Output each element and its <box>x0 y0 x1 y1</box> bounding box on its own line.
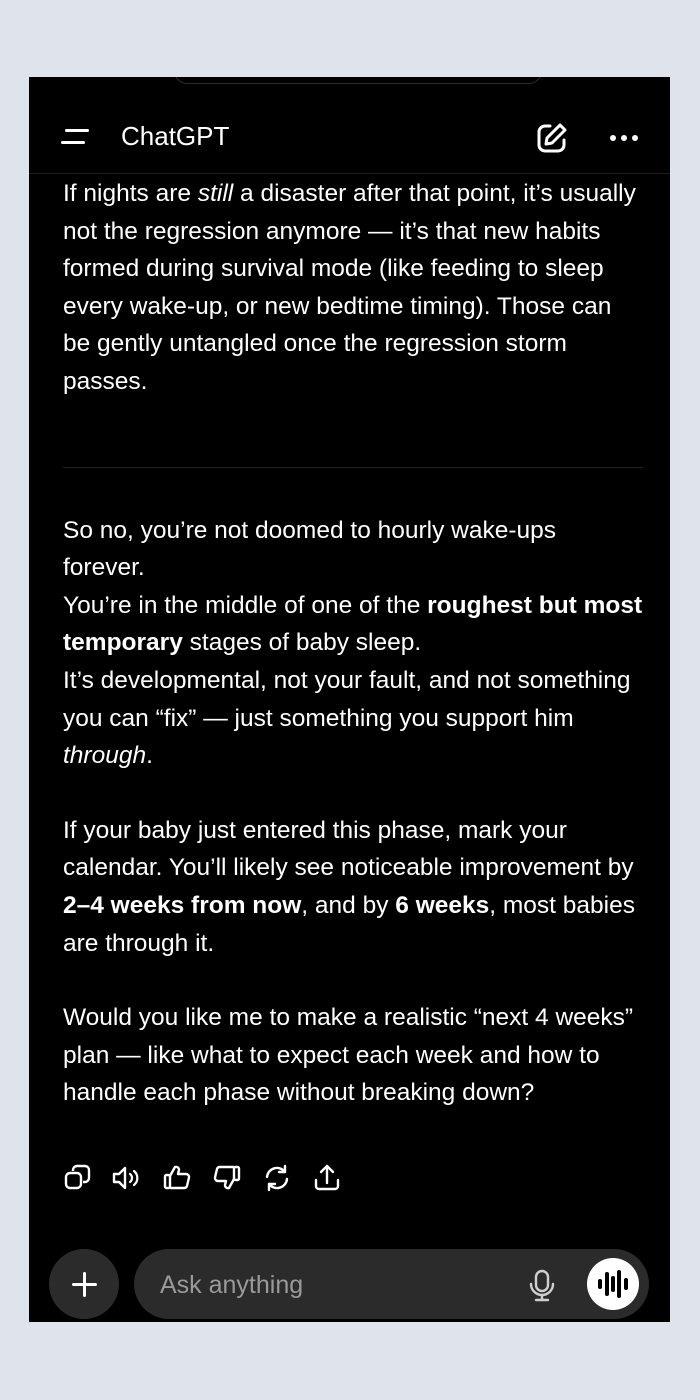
voice-mode-icon[interactable] <box>587 1258 639 1310</box>
assistant-message <box>63 175 643 1112</box>
composer-bar <box>134 1249 649 1319</box>
microphone-icon[interactable] <box>526 1269 558 1303</box>
ask-input[interactable] <box>158 1261 512 1309</box>
phone-screen <box>29 77 670 1322</box>
message-paragraph-1: If nights are still a disaster after that point, it’s usually not the regression anymore — it’s that new habits formed during survival mode (like feeding to sleep every wake-up, or new bedtime timing). Those can be gently untangled once the regression storm passes. <box>63 180 636 395</box>
message-paragraph-3: If your baby just entered this phase, mark your calendar. You’ll likely see noticeable improvement by 2–4 weeks from now, and by 6 weeks, most babies are through it. <box>63 816 635 957</box>
read-aloud-icon[interactable] <box>111 1161 141 1195</box>
edit-icon[interactable] <box>535 121 569 155</box>
plus-icon[interactable] <box>49 1249 119 1319</box>
more-icon[interactable] <box>607 124 641 152</box>
app-header <box>29 77 670 174</box>
message-actions <box>63 1161 383 1197</box>
copy-icon[interactable] <box>63 1161 93 1195</box>
menu-icon[interactable] <box>57 125 91 151</box>
share-icon[interactable] <box>312 1161 342 1195</box>
thumbs-up-icon[interactable] <box>162 1161 192 1195</box>
thumbs-down-icon[interactable] <box>212 1161 242 1195</box>
message-paragraph-4: Would you like me to make a realistic “next 4 weeks” plan — like what to expect each week and how to handle each phase without breaking down? <box>63 1004 634 1107</box>
regenerate-icon[interactable] <box>262 1161 292 1195</box>
message-paragraph-2: So no, you’re not doomed to hourly wake-ups forever. You’re in the middle of one of the roughest but most temporary stages of baby sleep. It’s developmental, not your fault, and not something you can “fix” — just something you support him through. <box>63 516 643 770</box>
app-title[interactable]: ChatGPT <box>121 121 230 151</box>
